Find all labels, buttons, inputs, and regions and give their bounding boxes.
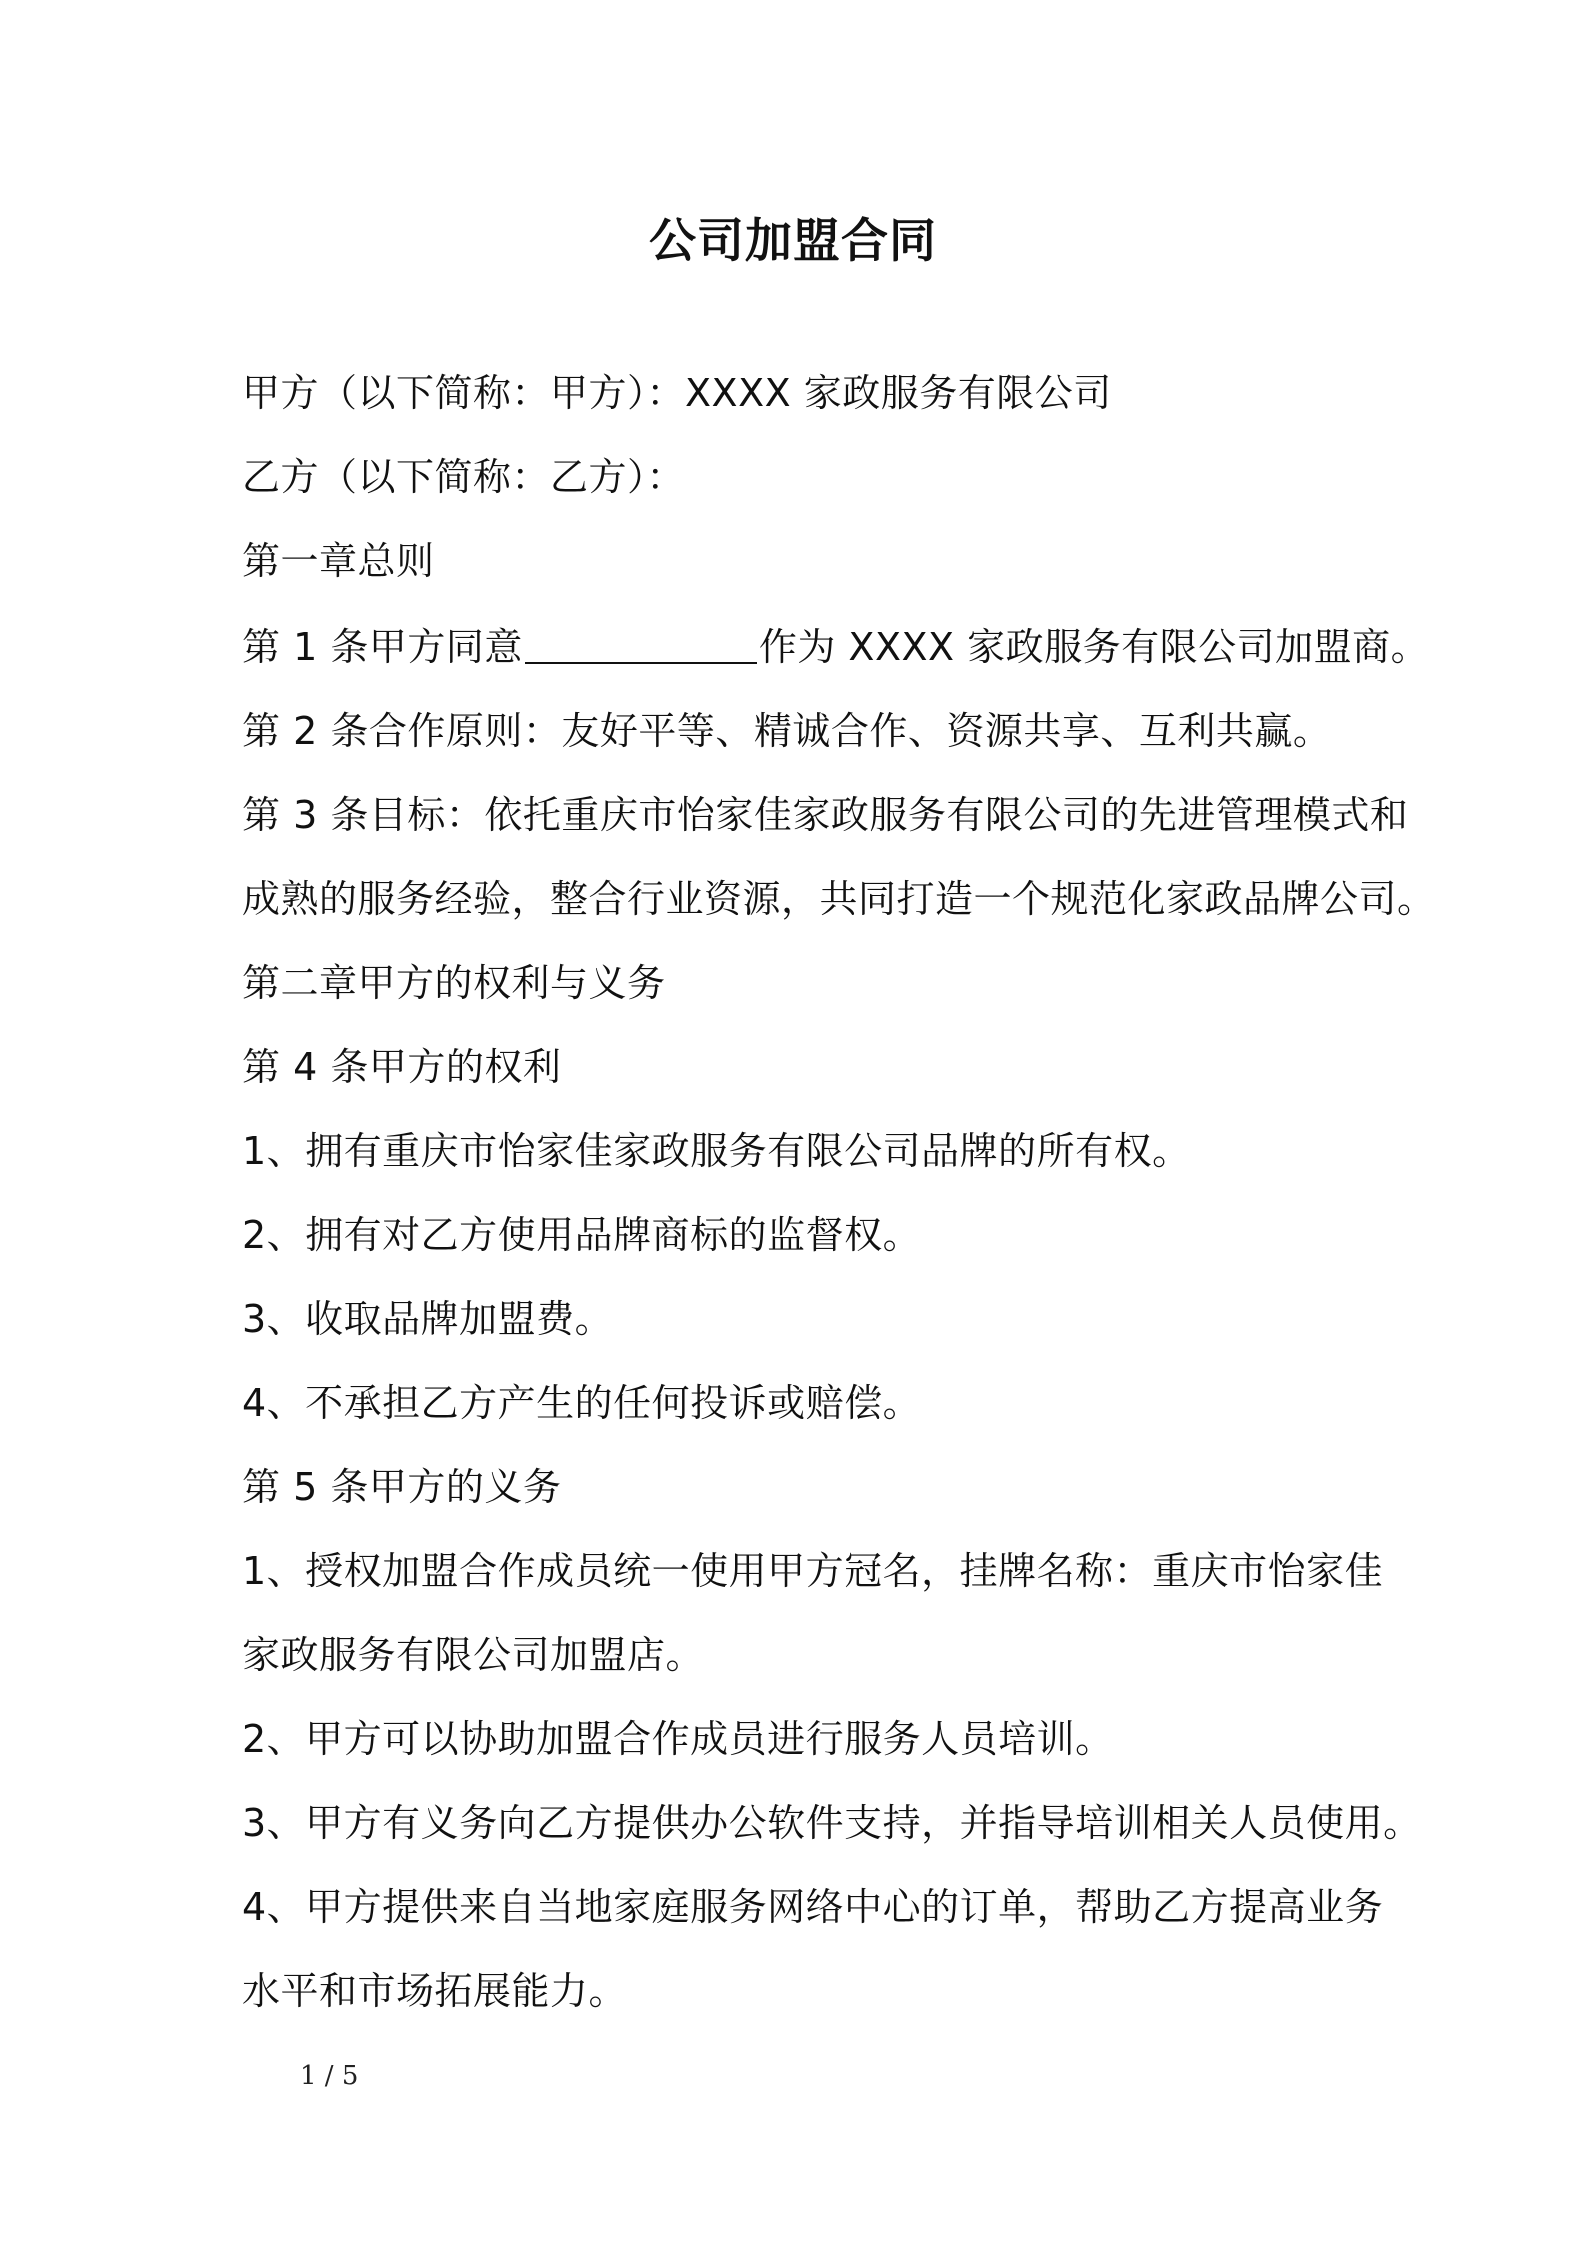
article-4-heading: 第 4 条甲方的权利 (242, 1045, 562, 1089)
article-2: 第 2 条合作原则：友好平等、精诚合作、资源共享、互利共赢。 (242, 709, 1332, 753)
party-a-line: 甲方（以下简称：甲方）：XXXX 家政服务有限公司 (242, 371, 1112, 415)
chapter-2-heading: 第二章甲方的权利与义务 (242, 961, 666, 1005)
right-item-1: 1、拥有重庆市怡家佳家政服务有限公司品牌的所有权。 (242, 1129, 1191, 1173)
obligation-3: 3、甲方有义务向乙方提供办公软件支持，并指导培训相关人员使用。 (242, 1801, 1422, 1845)
fill-in-blank (525, 626, 757, 664)
article-5-heading: 第 5 条甲方的义务 (242, 1465, 562, 1509)
article-3-line-2: 成熟的服务经验，整合行业资源，共同打造一个规范化家政品牌公司。 (242, 877, 1436, 921)
article-1-before-blank: 第 1 条甲方同意 (242, 625, 523, 669)
page-indicator: 1 / 5 (300, 2061, 359, 2091)
party-b-line: 乙方（以下简称：乙方）： (242, 455, 686, 499)
obligation-1-line-2: 家政服务有限公司加盟店。 (242, 1633, 705, 1677)
obligation-2: 2、甲方可以协助加盟合作成员进行服务人员培训。 (242, 1717, 1114, 1761)
right-item-4: 4、不承担乙方产生的任何投诉或赔偿。 (242, 1381, 922, 1425)
article-3-line-1: 第 3 条目标：依托重庆市怡家佳家政服务有限公司的先进管理模式和 (242, 793, 1409, 837)
article-1 (242, 622, 1429, 672)
chapter-1-heading: 第一章总则 (242, 539, 435, 583)
right-item-2: 2、拥有对乙方使用品牌商标的监督权。 (242, 1213, 922, 1257)
obligation-1-line-1: 1、授权加盟合作成员统一使用甲方冠名，挂牌名称：重庆市怡家佳 (242, 1549, 1384, 1593)
obligation-4-line-2: 水平和市场拓展能力。 (242, 1969, 628, 2013)
article-1-after-blank: 作为 XXXX 家政服务有限公司加盟商。 (758, 625, 1430, 669)
right-item-3: 3、收取品牌加盟费。 (242, 1297, 614, 1341)
document-title: 公司加盟合同 (649, 214, 937, 269)
obligation-4-line-1: 4、甲方提供来自当地家庭服务网络中心的订单，帮助乙方提高业务 (242, 1885, 1384, 1929)
